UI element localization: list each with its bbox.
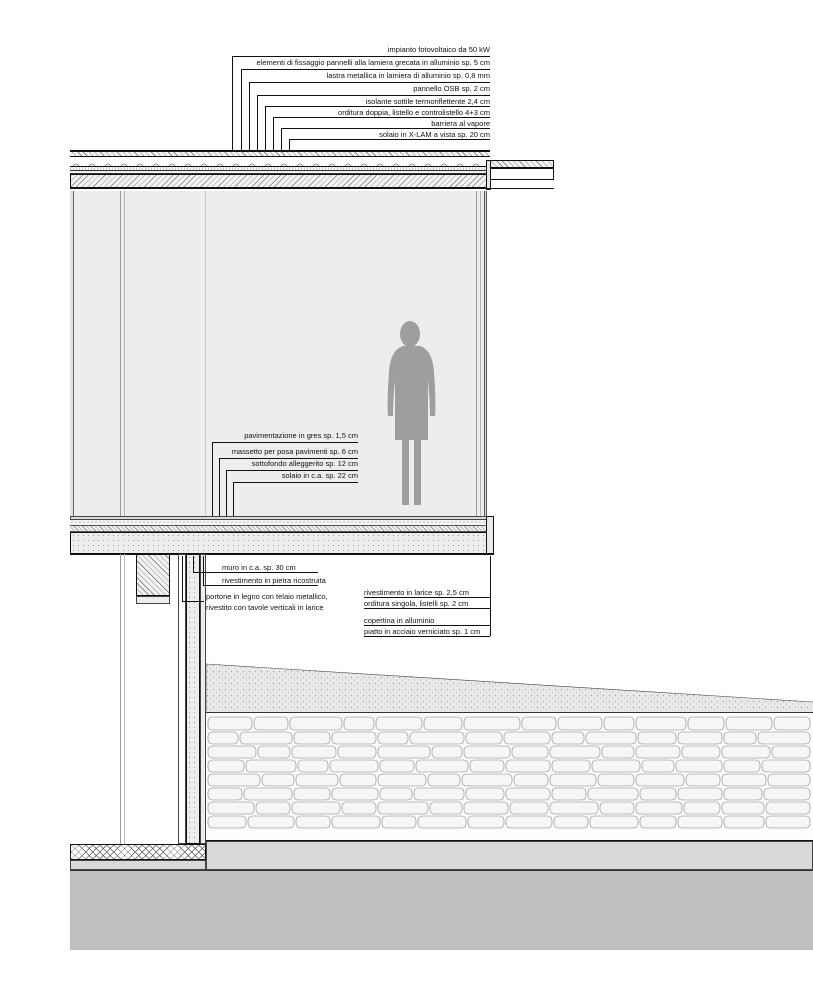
roof-label-0: impianto fotovoltaico da 50 kW: [387, 45, 490, 54]
floor-label-2: sottofondo alleggerito sp. 12 cm: [251, 459, 358, 468]
floor-slab-right-edge: [486, 516, 494, 554]
leader-right-riser: [490, 556, 491, 636]
roof-label-6: barriera al vapore: [431, 119, 490, 128]
leader-roof-drop-3: [257, 95, 258, 157]
leader-wall-drop-1: [203, 556, 204, 585]
leader-roof-drop-1: [241, 69, 242, 153]
roof-eaves-fascia: [490, 168, 554, 180]
roof-label-5: orditura doppia, listello e controlistello 4+3 cm: [338, 108, 490, 117]
wall-label-1: rivestimento in pietra ricostruita: [222, 576, 326, 585]
leader-wall-0: [193, 572, 318, 573]
leader-roof-2: [249, 82, 490, 83]
floor-concrete-slab: [70, 532, 490, 554]
leader-floor-0: [212, 442, 358, 443]
leader-right-1: [364, 608, 490, 609]
leader-floor-drop-0: [212, 442, 213, 520]
foundation-slab-band: [206, 841, 813, 870]
roof-eaves-edge: [486, 160, 491, 190]
roof-eaves-band: [490, 160, 554, 168]
right-label-3: piatto in acciaio verniciato sp. 1 cm: [364, 627, 481, 636]
glazing-mullion-3: [476, 191, 477, 516]
leader-roof-4: [265, 106, 490, 107]
wall-label-0: muro in c.a. sp. 30 cm: [222, 563, 296, 572]
glazing-mullion-3b: [480, 191, 481, 516]
wall-label-2: portone in legno con telaio metallico,: [206, 592, 328, 601]
leader-floor-2: [226, 470, 358, 471]
leader-roof-7: [289, 139, 490, 140]
leader-right-2: [364, 625, 490, 626]
right-label-1: orditura singola, listelli sp. 2 cm: [364, 599, 469, 608]
terrain-slope-fill: [206, 640, 813, 712]
stone-wall-elevation: [206, 712, 813, 840]
human-scale-figure: [378, 320, 444, 505]
human-scale-figure-svg: [378, 320, 444, 505]
left-corbel-base: [136, 596, 170, 604]
glazing-mullion-1: [120, 191, 121, 516]
concrete-wall-30cm: [186, 554, 200, 844]
foundation-screed-band: [70, 860, 206, 870]
leader-roof-1: [241, 69, 490, 70]
terrain-slope-svg: [206, 640, 813, 712]
roof-label-1: elementi di fissaggio pannelli alla lamiera grecata in alluminio sp. 5 cm: [256, 58, 490, 67]
leader-roof-5: [273, 117, 490, 118]
glazing-mullion-1b: [124, 191, 125, 516]
glazing-right-frame: [484, 191, 487, 516]
leader-wall-drop-2: [182, 556, 183, 601]
roof-eaves-underline: [490, 188, 554, 189]
leader-floor-drop-1: [219, 458, 220, 522]
leader-roof-drop-2: [249, 82, 250, 154]
leader-roof-drop-0: [232, 56, 233, 152]
wall-label-3: rivestito con tavole verticali in larice: [206, 603, 324, 612]
roof-greca-layer: [70, 157, 490, 167]
leader-roof-6: [281, 128, 490, 129]
roof-label-4: isolante sottile termoriflettente 2,4 cm: [365, 97, 490, 106]
right-label-2: copertina in alluminio: [364, 616, 435, 625]
leader-floor-3: [233, 482, 358, 483]
leader-wall-drop-0: [193, 556, 194, 572]
glazing-left-frame: [70, 191, 74, 516]
leader-roof-0: [232, 56, 490, 57]
roof-label-7: solaio in X-LAM a vista sp. 20 cm: [379, 130, 490, 139]
lower-left-line-1: [120, 554, 121, 844]
floor-label-1: massetto per posa pavimenti sp. 6 cm: [231, 447, 358, 456]
floor-label-0: pavimentazione in gres sp. 1,5 cm: [244, 431, 358, 440]
foundation-insulation-pad: [70, 844, 206, 860]
floor-slab-underline: [70, 554, 494, 555]
left-corbel-hatch: [136, 554, 170, 596]
leader-right-3: [364, 636, 490, 637]
leader-roof-3: [257, 95, 490, 96]
leader-wall-1: [203, 585, 318, 586]
leader-wall-2: [182, 601, 204, 602]
right-label-0: rivestimento in larice sp. 2,5 cm: [364, 588, 470, 597]
roof-label-2: lastra metallica in lamiera di alluminio sp. 0,8 mm: [326, 71, 490, 80]
stone-wall-svg: [206, 713, 813, 841]
ground-soil: [70, 870, 813, 950]
floor-label-3: solaio in c.a. sp. 22 cm: [281, 471, 358, 480]
leader-right-0: [364, 597, 490, 598]
leader-floor-1: [219, 458, 358, 459]
roof-xlam-slab: [70, 174, 490, 188]
roof-label-3: pannello OSB sp. 2 cm: [413, 84, 490, 93]
lower-left-line-2: [124, 554, 125, 844]
